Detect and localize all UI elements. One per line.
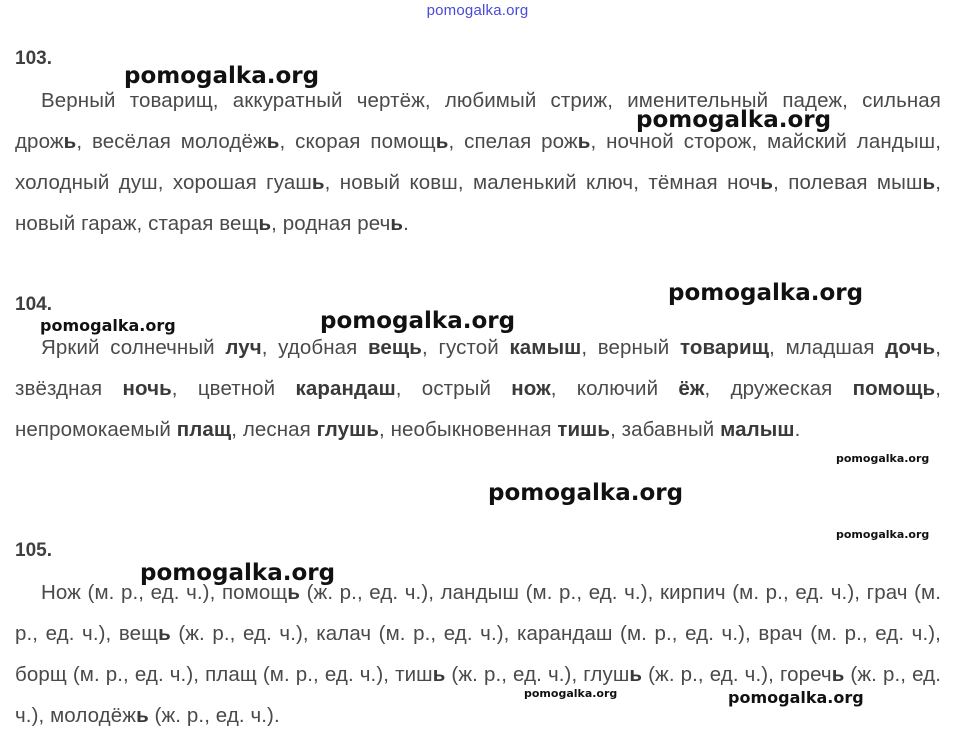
text-segment: (ж. р., ед. ч.), молодёж xyxy=(15,663,941,727)
text-segment: , родная реч xyxy=(271,212,391,235)
watermark: pomogalka.org xyxy=(836,528,930,541)
text-segment: (ж. р., ед. ч.). xyxy=(148,704,280,727)
text-segment: Яркий солнечный xyxy=(41,336,226,359)
bold-text-segment: плащ xyxy=(176,418,232,441)
text-segment: , полевая мыш xyxy=(773,171,923,194)
bold-text-segment: карандаш xyxy=(295,377,396,400)
exercise-104-number: 104. xyxy=(15,294,52,315)
text-segment: , непромокаемый xyxy=(15,377,941,441)
watermark: pomogalka.org xyxy=(728,688,864,707)
text-segment: , лесная xyxy=(231,418,317,441)
watermark: pomogalka.org xyxy=(40,316,176,335)
text-segment: , необыкновенная xyxy=(379,418,558,441)
watermark: pomogalka.org xyxy=(124,63,320,89)
bold-text-segment: ь xyxy=(435,130,449,153)
watermark: pomogalka.org xyxy=(636,107,832,133)
watermark: pomogalka.org xyxy=(836,452,930,465)
bold-text-segment: товарищ xyxy=(679,336,770,359)
text-segment: , младшая xyxy=(769,336,886,359)
watermark: pomogalka.org xyxy=(668,280,864,306)
watermark: pomogalka.org xyxy=(524,687,618,700)
text-segment: , весёлая молодёж xyxy=(76,130,267,153)
watermark: pomogalka.org xyxy=(488,480,684,506)
text-segment: (ж. р., ед. ч.), глуш xyxy=(445,663,630,686)
bold-text-segment: ь xyxy=(760,171,774,194)
text-segment: Верный товарищ, аккуратный чертёж, любимый стриж, именительный падеж, сильная дрож xyxy=(15,89,941,153)
text-segment: , забавный xyxy=(610,418,721,441)
bold-text-segment: камыш xyxy=(509,336,582,359)
bold-text-segment: ь xyxy=(266,130,280,153)
bold-text-segment: помощь xyxy=(852,377,936,400)
text-segment: , дружеская xyxy=(704,377,853,400)
bold-text-segment: ь xyxy=(390,212,404,235)
watermark: pomogalka.org xyxy=(320,308,516,334)
bold-text-segment: нож xyxy=(511,377,551,400)
text-segment: , колючий xyxy=(550,377,679,400)
exercise-103-text xyxy=(15,80,941,244)
bold-text-segment: глушь xyxy=(316,418,380,441)
text-segment: , скорая помощ xyxy=(279,130,436,153)
exercise-103-number: 103. xyxy=(15,48,52,69)
bold-text-segment: дочь xyxy=(885,336,936,359)
bold-text-segment: луч xyxy=(225,336,262,359)
bold-text-segment: ь xyxy=(432,663,446,686)
text-segment: , новый ковш, маленький ключ, тёмная ноч xyxy=(324,171,761,194)
text-segment: Нож (м. р., ед. ч.), помощ xyxy=(41,581,288,604)
bold-text-segment: ь xyxy=(577,130,591,153)
bold-text-segment: ночь xyxy=(122,377,172,400)
bold-text-segment: малыш xyxy=(720,418,795,441)
text-segment: , цветной xyxy=(171,377,296,400)
text-segment: , верный xyxy=(581,336,680,359)
exercise-105-number: 105. xyxy=(15,540,52,561)
bold-text-segment: ёж xyxy=(678,377,705,400)
text-segment: . xyxy=(403,212,409,235)
text-segment: (ж. р., ед. ч.), гореч xyxy=(642,663,832,686)
text-segment: (ж. р., ед. ч.), калач (м. р., ед. ч.), карандаш (м. р., ед. ч.), врач (м. р., ед. ч.), борщ (м. р., ед. ч.), плащ (м. р., ед. ч.), тиш xyxy=(15,622,941,686)
text-segment: , удобная xyxy=(261,336,368,359)
bold-text-segment: ь xyxy=(136,704,149,727)
bold-text-segment: ь xyxy=(158,622,171,645)
bold-text-segment: ь xyxy=(831,663,845,686)
bold-text-segment: ь xyxy=(311,171,325,194)
bold-text-segment: ь xyxy=(258,212,272,235)
bold-text-segment: тишь xyxy=(557,418,611,441)
bold-text-segment: ь xyxy=(287,581,301,604)
bold-text-segment: ь xyxy=(63,130,77,153)
text-segment: , густой xyxy=(422,336,510,359)
watermark: pomogalka.org xyxy=(140,560,336,586)
exercise-105-text xyxy=(15,572,941,736)
exercise-104-text xyxy=(15,327,941,450)
text-segment: , ночной сторож, майский ландыш, холодный душ, хорошая гуаш xyxy=(15,130,941,194)
text-segment: , звёздная xyxy=(15,336,941,400)
text-segment: , новый гараж, старая вещ xyxy=(15,171,941,235)
bold-text-segment: ь xyxy=(922,171,936,194)
site-watermark-top: pomogalka.org xyxy=(426,2,529,19)
bold-text-segment: вещь xyxy=(367,336,423,359)
bold-text-segment: ь xyxy=(629,663,643,686)
text-segment: , спелая рож xyxy=(448,130,578,153)
text-segment: (ж. р., ед. ч.), ландыш (м. р., ед. ч.), кирпич (м. р., ед. ч.), грач (м. р., ед. ч.), вещ xyxy=(15,581,941,645)
text-segment: , острый xyxy=(395,377,512,400)
text-segment: . xyxy=(794,418,801,441)
